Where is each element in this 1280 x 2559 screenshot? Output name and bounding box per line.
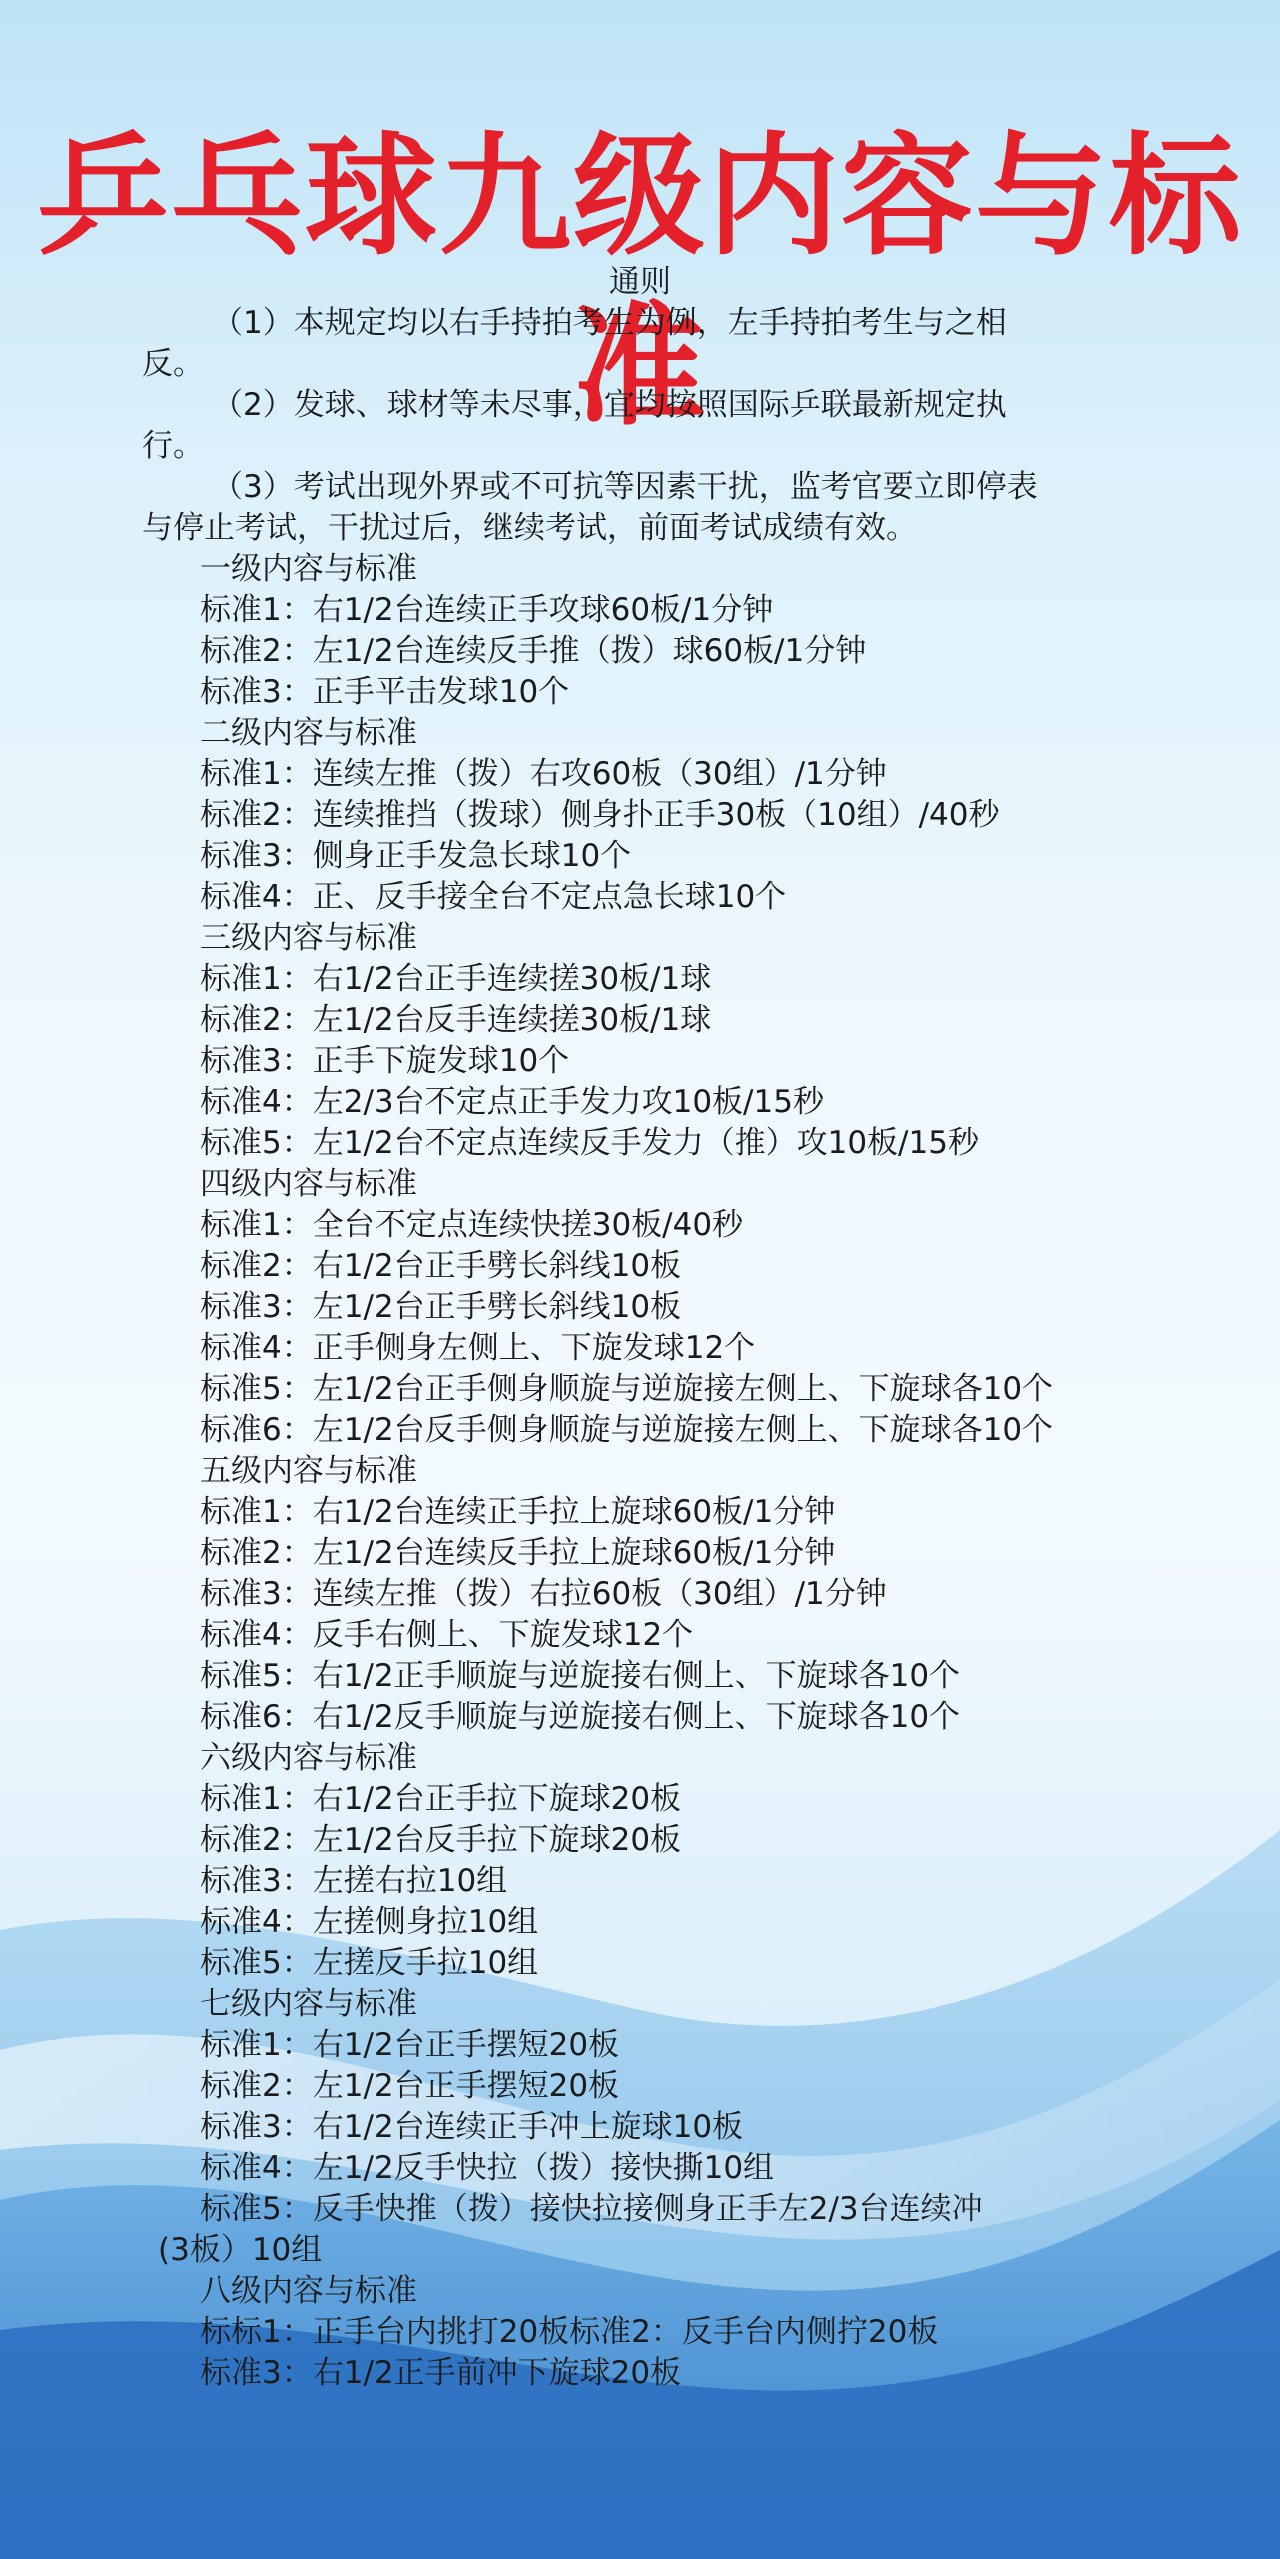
level-4-heading: 四级内容与标准 [200, 1166, 417, 1202]
level-5-item: 标准2：左1/2台连续反手拉上旋球60板/1分钟 [200, 1535, 836, 1571]
level-5-item: 标准6：右1/2反手顺旋与逆旋接右侧上、下旋球各10个 [200, 1699, 961, 1735]
level-6-item: 标准2：左1/2台反手拉下旋球20板 [200, 1822, 682, 1858]
level-4-item: 标准3：左1/2台正手劈长斜线10板 [200, 1289, 682, 1325]
level-5-item: 标准4：反手右侧上、下旋发球12个 [200, 1617, 694, 1653]
level-3-heading: 三级内容与标准 [200, 920, 417, 956]
level-5-heading: 五级内容与标准 [200, 1453, 417, 1489]
level-2-item: 标准1：连续左推（拨）右攻60板（30组）/1分钟 [200, 756, 887, 792]
level-1-item: 标准2：左1/2台连续反手推（拨）球60板/1分钟 [200, 633, 867, 669]
level-7-item: 标准3：右1/2台连续正手冲上旋球10板 [200, 2109, 744, 2145]
level-4-item: 标准6：左1/2台反手侧身顺旋与逆旋接左侧上、下旋球各10个 [200, 1412, 1054, 1448]
general-p2-line1: （2）发球、球材等未尽事，宜均按照国际乒联最新规定执 [212, 387, 1007, 423]
level-7-item-continued: (3板）10组 [158, 2232, 323, 2268]
level-1-item: 标准3：正手平击发球10个 [200, 674, 570, 710]
level-5-item: 标准1：右1/2台连续正手拉上旋球60板/1分钟 [200, 1494, 836, 1530]
level-6-item: 标准1：右1/2台正手拉下旋球20板 [200, 1781, 682, 1817]
level-6-item: 标准3：左搓右拉10组 [200, 1863, 508, 1899]
level-7-item: 标准1：右1/2台正手摆短20板 [200, 2027, 620, 2063]
rules-body [142, 262, 1138, 2394]
level-1-item: 标准1：右1/2台连续正手攻球60板/1分钟 [200, 592, 774, 628]
level-1-heading: 一级内容与标准 [200, 551, 417, 587]
level-4-item: 标准5：左1/2台正手侧身顺旋与逆旋接左侧上、下旋球各10个 [200, 1371, 1054, 1407]
page-title: 乒乓球九级内容与标准 [37, 120, 1243, 444]
general-p3-line2: 与停止考试，干扰过后，继续考试，前面考试成绩有效。 [142, 510, 917, 546]
level-4-item: 标准1：全台不定点连续快搓30板/40秒 [200, 1207, 744, 1243]
level-3-item: 标准1：右1/2台正手连续搓30板/1球 [200, 961, 712, 997]
level-3-item: 标准5：左1/2台不定点连续反手发力（推）攻10板/15秒 [200, 1125, 979, 1161]
level-4-item: 标准4：正手侧身左侧上、下旋发球12个 [200, 1330, 756, 1366]
general-p3-line1: （3）考试出现外界或不可抗等因素干扰，监考官要立即停表 [212, 469, 1038, 505]
general-p1-line2: 反。 [142, 346, 204, 382]
level-2-item: 标准2：连续推挡（拨球）侧身扑正手30板（10组）/40秒 [200, 797, 1000, 833]
level-8-item: 标准3：右1/2正手前冲下旋球20板 [200, 2355, 682, 2391]
level-3-item: 标准3：正手下旋发球10个 [200, 1043, 570, 1079]
level-6-heading: 六级内容与标准 [200, 1740, 417, 1776]
level-7-item: 标准5：反手快推（拨）接快拉接侧身正手左2/3台连续冲 [200, 2191, 983, 2227]
level-2-item: 标准4：正、反手接全台不定点急长球10个 [200, 879, 787, 915]
level-6-item: 标准4：左搓侧身拉10组 [200, 1904, 539, 1940]
level-3-item: 标准4：左2/3台不定点正手发力攻10板/15秒 [200, 1084, 824, 1120]
level-6-item: 标准5：左搓反手拉10组 [200, 1945, 539, 1981]
general-p1-line1: （1）本规定均以右手持拍考生为例，左手持拍考生与之相 [212, 305, 1007, 341]
level-5-item: 标准5：右1/2正手顺旋与逆旋接右侧上、下旋球各10个 [200, 1658, 961, 1694]
level-5-item: 标准3：连续左推（拨）右拉60板（30组）/1分钟 [200, 1576, 887, 1612]
level-8-item: 标标1：正手台内挑打20板标准2：反手台内侧拧20板 [200, 2314, 939, 2350]
level-7-item: 标准4：左1/2反手快拉（拨）接快撕10组 [200, 2150, 775, 2186]
level-8-heading: 八级内容与标准 [200, 2273, 417, 2309]
general-heading: 通则 [609, 264, 671, 300]
level-7-item: 标准2：左1/2台正手摆短20板 [200, 2068, 620, 2104]
level-7-heading: 七级内容与标准 [200, 1986, 417, 2022]
level-2-item: 标准3：侧身正手发急长球10个 [200, 838, 632, 874]
level-3-item: 标准2：左1/2台反手连续搓30板/1球 [200, 1002, 712, 1038]
level-4-item: 标准2：右1/2台正手劈长斜线10板 [200, 1248, 682, 1284]
level-2-heading: 二级内容与标准 [200, 715, 417, 751]
general-p2-line2: 行。 [142, 428, 204, 464]
